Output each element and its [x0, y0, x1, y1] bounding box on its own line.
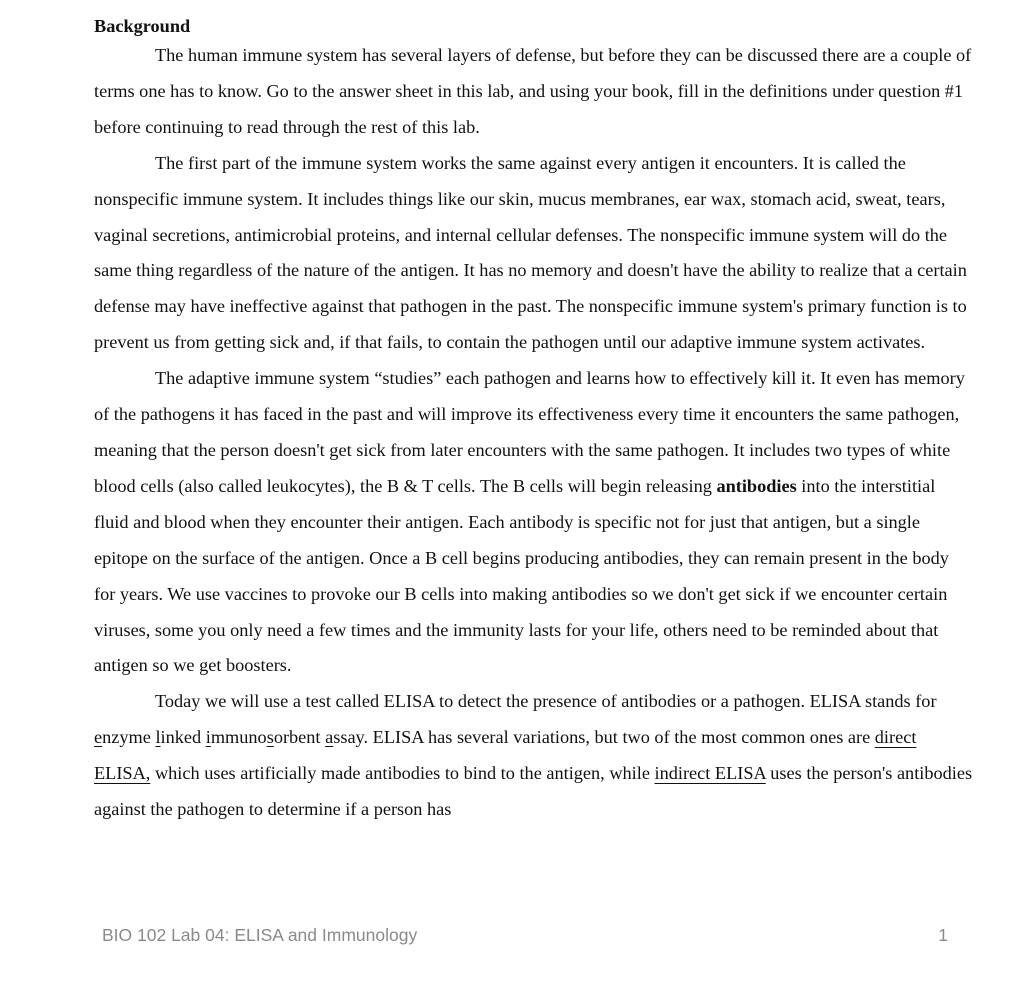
text-run: Today we will use a test called ELISA to detect the presence of antibodies or a pathogen. ELISA stands for [155, 691, 937, 712]
acronym-letter-s: s [266, 727, 274, 748]
text-run: nzyme [102, 727, 156, 748]
term-indirect-elisa: indirect ELISA [654, 763, 766, 784]
text-run: mmuno [210, 727, 267, 748]
acronym-letter-i: i [205, 727, 211, 748]
paragraph-adaptive [94, 361, 974, 684]
acronym-letter-l: l [155, 727, 161, 748]
term-direct-elisa: direct ELISA, [94, 727, 917, 784]
text-run: inked [160, 727, 206, 748]
text-run: into the interstitial fluid and blood when they encounter their antigen. Each antibody is specific not for just that antigen, but a single epitope on the surface of the antigen. Once a B cell begins producing antibodies, they can remain present in the body for years. We use vaccines to provoke our B cells into making antibodies so we don't get sick if we encounter certain viruses, some you only need a few times and the immunity lasts for your life, others need to be reminded about that antigen so we get boosters. [94, 475, 949, 676]
acronym-letter-a: a [325, 727, 334, 748]
section-heading: Background [94, 16, 191, 36]
text-run: which uses artificially made antibodies to bind to the antigen, while [150, 763, 655, 784]
text-run: orbent [273, 727, 326, 748]
acronym-letter-e: e [94, 727, 103, 748]
footer-title: BIO 102 Lab 04: ELISA and Immunology [102, 924, 418, 945]
page-footer [102, 923, 948, 947]
text-run: uses the person's antibodies against the pathogen to determine if a person has [94, 763, 973, 820]
paragraph-nonspecific: The first part of the immune system works the same against every antigen it encounters. It is called the nonspecific immune system. It includes things like our skin, mucus membranes, ear wax, stomach acid, sweat, tears, vaginal secretions, antimicrobial proteins, and internal cellular defenses. The nonspecific immune system will do the same thing regardless of the nature of the antigen. It has no memory and doesn't have the ability to realize that a certain defense may have ineffective against that pathogen in the past. The nonspecific immune system's primary function is to prevent us from getting sick and, if that fails, to contain the pathogen until our adaptive immune system activates. [94, 152, 967, 353]
term-antibodies: antibodies [716, 475, 797, 496]
page-number: 1 [938, 924, 948, 945]
document-page [94, 14, 974, 828]
paragraph-intro: The human immune system has several layers of defense, but before they can be discussed there are a couple of terms one has to know. Go to the answer sheet in this lab, and using your book, fill in the definitions under question #1 before continuing to read through the rest of this lab. [94, 45, 972, 137]
text-run: The adaptive immune system “studies” each pathogen and learns how to effectively kill it. It even has memory of the pathogens it has faced in the past and will improve its effectiveness every time it encounters the same pathogen, meaning that the person doesn't get sick from later encounters with the same pathogen. It includes two types of white blood cells (also called leukocytes), the B & T cells. The B cells will begin releasing [94, 368, 965, 496]
text-run: ssay. ELISA has several variations, but two of the most common ones are [333, 727, 875, 748]
paragraph-elisa [94, 684, 974, 828]
